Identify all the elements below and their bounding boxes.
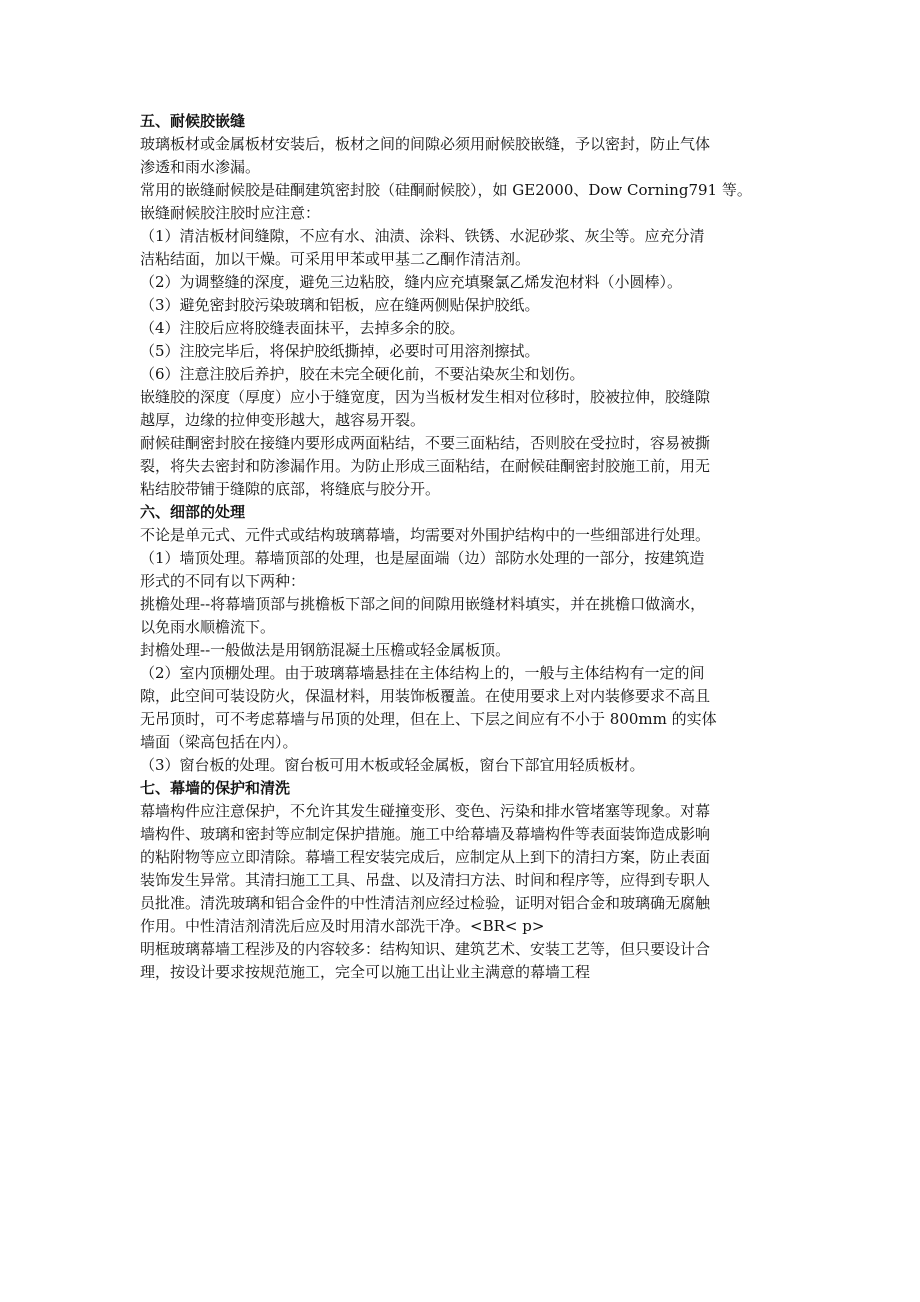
text-line: 隙，此空间可装设防火，保温材料，用装饰板覆盖。在使用要求上对内装修要求不高且 xyxy=(140,687,711,705)
section-5-heading: 五、耐候胶嵌缝 xyxy=(140,112,246,130)
text-line: （1）清洁板材间缝隙，不应有水、油渍、涂料、铁锈、水泥砂浆、灰尘等。应充分清 xyxy=(140,227,705,245)
text-line: 耐候硅酮密封胶在接缝内要形成两面粘结，不要三面粘结，否则胶在受拉时，容易被撕 xyxy=(140,434,711,452)
text-line: 的粘附物等应立即清除。幕墙工程安装完成后，应制定从上到下的清扫方案，防止表面 xyxy=(140,848,711,866)
text-line: 明框玻璃幕墙工程涉及的内容较多：结构知识、建筑艺术、安装工艺等，但只要设计合 xyxy=(140,940,711,958)
text-line: （3）避免密封胶污染玻璃和铝板，应在缝两侧贴保护胶纸。 xyxy=(140,296,540,314)
text-line: 幕墙构件应注意保护，不允许其发生碰撞变形、变色、污染和排水管堵塞等现象。对幕 xyxy=(140,802,711,820)
document-body xyxy=(140,110,785,984)
text-line: 挑檐处理--将幕墙顶部与挑檐板下部之间的间隙用嵌缝材料填实，并在挑檐口做滴水， xyxy=(140,595,706,613)
text-line: （3）窗台板的处理。窗台板可用木板或轻金属板，窗台下部宜用轻质板材。 xyxy=(140,756,645,774)
text-line: 洁粘结面，加以干燥。可采用甲苯或甲基二乙酮作清洁剂。 xyxy=(140,250,531,268)
text-line: 嵌缝胶的深度（厚度）应小于缝宽度，因为当板材发生相对位移时，胶被拉伸，胶缝隙 xyxy=(140,388,711,406)
text-line: 墙面（梁高包括在内）。 xyxy=(140,733,298,751)
text-line: 常用的嵌缝耐候胶是硅酮建筑密封胶（硅酮耐候胶），如 GE2000、Dow Corning791 等。 xyxy=(140,181,752,199)
text-line: 形式的不同有以下两种： xyxy=(140,572,306,590)
text-line: 不论是单元式、元件式或结构玻璃幕墙，均需要对外围护结构中的一些细部进行处理。 xyxy=(140,526,711,544)
text-line: （4）注胶后应将胶缝表面抹平，去掉多余的胶。 xyxy=(140,319,465,337)
text-line: 无吊顶时，可不考虑幕墙与吊顶的处理，但在上、下层之间应有不小于 800mm 的实体 xyxy=(140,710,717,728)
text-line: 粘结胶带铺于缝隙的底部，将缝底与胶分开。 xyxy=(140,480,441,498)
text-line: 玻璃板材或金属板材安装后，板材之间的间隙必须用耐候胶嵌缝，予以密封，防止气体 xyxy=(140,135,711,153)
section-7-heading: 七、幕墙的保护和清洗 xyxy=(140,779,291,797)
text-line: 以免雨水顺檐流下。 xyxy=(140,618,276,636)
text-line: （1）墙顶处理。幕墙顶部的处理，也是屋面端（边）部防水处理的一部分，按建筑造 xyxy=(140,549,705,567)
text-line: （2）为调整缝的深度，避免三边粘胶，缝内应充填聚氯乙烯发泡材料（小圆棒）。 xyxy=(140,273,683,291)
section-6-heading: 六、细部的处理 xyxy=(140,503,246,521)
text-line: 理，按设计要求按规范施工，完全可以施工出让业主满意的幕墙工程 xyxy=(140,963,591,981)
text-line: （5）注胶完毕后，将保护胶纸撕掉，必要时可用溶剂擦拭。 xyxy=(140,342,540,360)
text-line: 装饰发生异常。其清扫施工工具、吊盘、以及清扫方法、时间和程序等，应得到专职人 xyxy=(140,871,711,889)
text-line: 员批准。清洗玻璃和铝合金件的中性清洁剂应经过检验，证明对铝合金和玻璃确无腐触 xyxy=(140,894,711,912)
text-line: 渗透和雨水渗漏。 xyxy=(140,158,261,176)
text-line: （6）注意注胶后养护，胶在未完全硬化前，不要沾染灰尘和划伤。 xyxy=(140,365,585,383)
text-line: 作用。中性清洁剂清洗后应及时用清水部洗干净。<BR< p> xyxy=(140,917,545,935)
text-line: 封檐处理--一般做法是用钢筋混凝土压檐或轻金属板顶。 xyxy=(140,641,511,659)
text-line: 裂，将失去密封和防渗漏作用。为防止形成三面粘结，在耐候硅酮密封胶施工前，用无 xyxy=(140,457,711,475)
text-line: 嵌缝耐候胶注胶时应注意： xyxy=(140,204,321,222)
text-line: 越厚，边缘的拉伸变形越大，越容易开裂。 xyxy=(140,411,426,429)
text-line: （2）室内顶棚处理。由于玻璃幕墙悬挂在主体结构上的，一般与主体结构有一定的间 xyxy=(140,664,705,682)
text-line: 墙构件、玻璃和密封等应制定保护措施。施工中给幕墙及幕墙构件等表面装饰造成影响 xyxy=(140,825,711,843)
